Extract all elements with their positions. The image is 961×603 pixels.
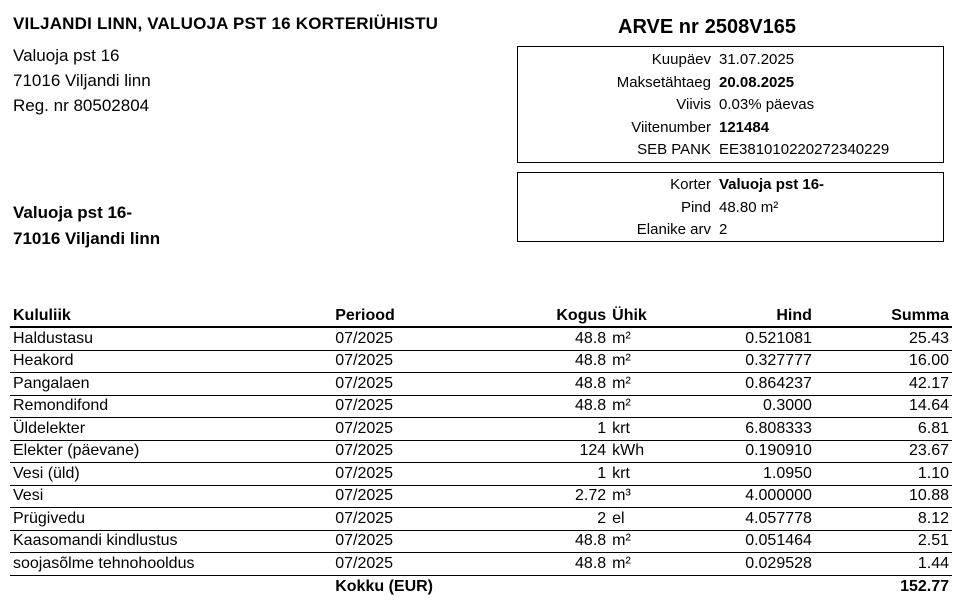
cell-unit: kWh	[609, 440, 680, 463]
cell-item: Prügivedu	[10, 508, 332, 531]
cell-period: 07/2025	[332, 327, 502, 350]
cell-price: 0.3000	[680, 395, 815, 418]
cell-quantity: 2.72	[502, 485, 609, 508]
cell-quantity: 2	[502, 508, 609, 531]
cell-item: Remondifond	[10, 395, 332, 418]
cell-sum: 25.43	[815, 327, 952, 350]
total-row	[10, 575, 952, 599]
invoice-detail-row	[518, 49, 943, 72]
invoice-number: 2508V165	[704, 16, 796, 38]
recipient-address	[13, 200, 160, 252]
cell-unit: krt	[609, 463, 680, 486]
address-street: Valuoja pst 16	[13, 46, 120, 65]
cell-unit: m³	[609, 485, 680, 508]
header-period: Periood	[332, 306, 502, 327]
invoice-detail-row-value: 121484	[719, 118, 770, 136]
apartment-info-row-label: Elanike arv	[636, 221, 711, 238]
cell-sum: 23.67	[815, 440, 952, 463]
apartment-info-row	[518, 174, 943, 197]
cell-sum: 8.12	[815, 508, 952, 531]
cell-period: 07/2025	[332, 440, 502, 463]
invoice-details-box	[517, 46, 944, 163]
apartment-info-list	[518, 174, 943, 242]
table-row	[10, 553, 952, 576]
cell-price: 0.051464	[680, 530, 815, 553]
header-unit: Ühik	[609, 306, 680, 327]
table-header-row	[10, 306, 952, 327]
cell-item: soojasõlme tehnohooldus	[10, 553, 332, 576]
cell-unit: krt	[609, 418, 680, 441]
total-label: Kokku (EUR)	[335, 578, 433, 595]
cell-item: Vesi (üld)	[10, 463, 332, 486]
cell-quantity: 124	[502, 440, 609, 463]
cell-sum: 14.64	[815, 395, 952, 418]
cell-sum: 6.81	[815, 418, 952, 441]
cell-unit: m²	[609, 350, 680, 373]
cell-unit: m²	[609, 395, 680, 418]
header-price: Hind	[680, 306, 815, 327]
apartment-info-row-label: Korter	[670, 176, 711, 193]
table-row	[10, 440, 952, 463]
cell-period: 07/2025	[332, 418, 502, 441]
cell-price: 0.029528	[680, 553, 815, 576]
cell-period: 07/2025	[332, 553, 502, 576]
table-row	[10, 530, 952, 553]
cell-unit: m²	[609, 327, 680, 350]
cell-sum: 1.10	[815, 463, 952, 486]
table-row	[10, 463, 952, 486]
cell-quantity: 48.8	[502, 327, 609, 350]
invoice-title-label: ARVE nr	[618, 16, 699, 38]
cell-quantity: 48.8	[502, 395, 609, 418]
cell-price: 1.0950	[680, 463, 815, 486]
cell-quantity: 48.8	[502, 373, 609, 396]
apartment-info-row	[518, 197, 943, 220]
apartment-info-row	[518, 219, 943, 242]
cell-sum: 42.17	[815, 373, 952, 396]
cell-item: Vesi	[10, 485, 332, 508]
invoice-detail-row-value: EE381010220272340229	[719, 141, 890, 158]
invoice-detail-row-value: 20.08.2025	[719, 73, 795, 91]
cell-period: 07/2025	[332, 395, 502, 418]
cell-sum: 16.00	[815, 350, 952, 373]
invoice-detail-row	[518, 117, 943, 140]
cell-period: 07/2025	[332, 530, 502, 553]
cell-period: 07/2025	[332, 463, 502, 486]
cell-quantity: 48.8	[502, 530, 609, 553]
organization-name: VILJANDI LINN, VALUOJA PST 16 KORTERIÜHISTU	[13, 14, 439, 33]
invoice-detail-row	[518, 94, 943, 117]
cell-period: 07/2025	[332, 373, 502, 396]
invoice-title	[618, 16, 796, 39]
recipient-city: 71016 Viljandi linn	[13, 229, 161, 248]
cell-item: Elekter (päevane)	[10, 440, 332, 463]
invoice-detail-row-label: SEB PANK	[637, 141, 711, 158]
cell-unit: m²	[609, 530, 680, 553]
cell-unit: m²	[609, 553, 680, 576]
cell-sum: 2.51	[815, 530, 952, 553]
cell-price: 0.864237	[680, 373, 815, 396]
table-row	[10, 327, 952, 350]
header-quantity: Kogus	[502, 306, 609, 327]
invoice-detail-row-label: Viivis	[676, 96, 711, 113]
cell-quantity: 48.8	[502, 350, 609, 373]
cell-price: 0.190910	[680, 440, 815, 463]
cell-period: 07/2025	[332, 350, 502, 373]
apartment-info-row-value: 2	[719, 221, 728, 238]
invoice-detail-row-label: Kuupäev	[651, 51, 711, 68]
invoice-detail-row-value: 0.03% päevas	[719, 96, 815, 113]
cell-unit: el	[609, 508, 680, 531]
invoice-detail-row-label: Maksetähtaeg	[616, 73, 711, 91]
cell-item: Heakord	[10, 350, 332, 373]
charges-table	[10, 306, 952, 599]
table-row	[10, 373, 952, 396]
recipient-street: Valuoja pst 16-	[13, 203, 133, 222]
invoice-detail-row	[518, 139, 943, 162]
cell-item: Pangalaen	[10, 373, 332, 396]
apartment-info-box	[517, 172, 944, 242]
cell-item: Haldustasu	[10, 327, 332, 350]
cell-price: 0.327777	[680, 350, 815, 373]
cell-price: 4.057778	[680, 508, 815, 531]
cell-item: Üldelekter	[10, 418, 332, 441]
invoice-detail-row-label: Viitenumber	[631, 118, 711, 136]
invoice-detail-row	[518, 72, 943, 95]
apartment-info-row-value: Valuoja pst 16-	[719, 176, 825, 193]
cell-price: 6.808333	[680, 418, 815, 441]
header-item: Kululiik	[10, 306, 332, 327]
header-sum: Summa	[815, 306, 952, 327]
cell-sum: 10.88	[815, 485, 952, 508]
organization-address	[13, 43, 151, 118]
table-row	[10, 508, 952, 531]
invoice-details-list	[518, 49, 943, 162]
table-row	[10, 395, 952, 418]
total-value: 152.77	[900, 578, 949, 595]
cell-quantity: 48.8	[502, 553, 609, 576]
table-row	[10, 350, 952, 373]
cell-item: Kaasomandi kindlustus	[10, 530, 332, 553]
table-row	[10, 418, 952, 441]
cell-sum: 1.44	[815, 553, 952, 576]
cell-quantity: 1	[502, 418, 609, 441]
registration-number: Reg. nr 80502804	[13, 96, 150, 115]
apartment-info-row-value: 48.80 m²	[719, 198, 779, 216]
table-row	[10, 485, 952, 508]
cell-unit: m²	[609, 373, 680, 396]
invoice-detail-row-value: 31.07.2025	[719, 51, 795, 68]
cell-period: 07/2025	[332, 508, 502, 531]
apartment-info-row-label: Pind	[680, 198, 711, 216]
address-city: 71016 Viljandi linn	[13, 71, 151, 90]
cell-quantity: 1	[502, 463, 609, 486]
cell-price: 0.521081	[680, 327, 815, 350]
cell-period: 07/2025	[332, 485, 502, 508]
cell-price: 4.000000	[680, 485, 815, 508]
